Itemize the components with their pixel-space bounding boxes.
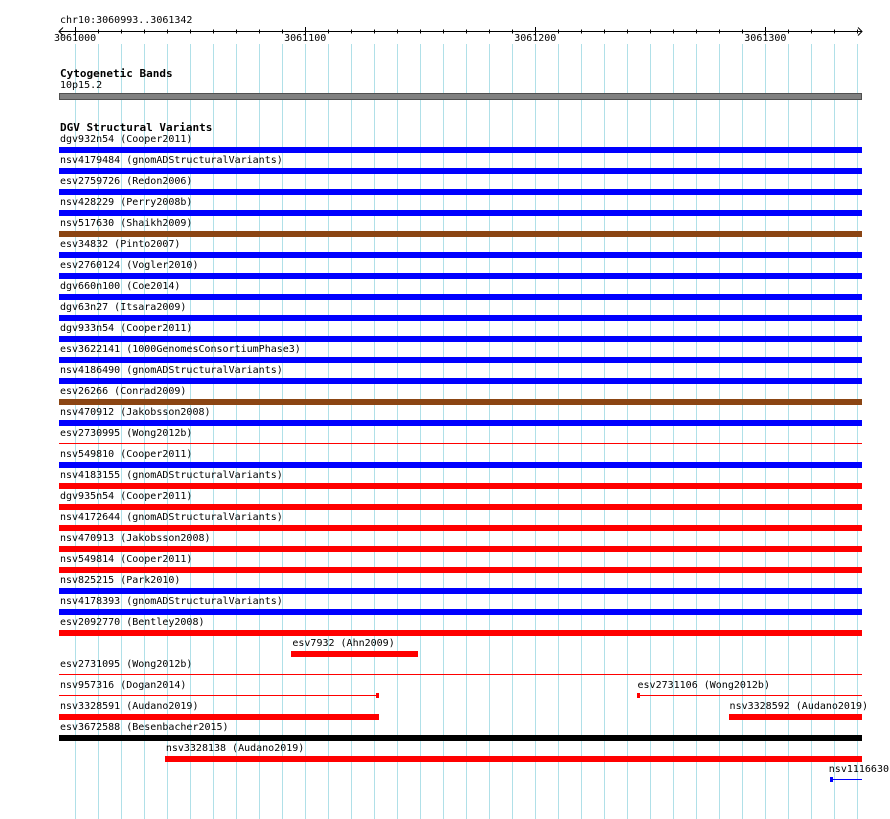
ruler-tick-label: 3061100 bbox=[284, 33, 327, 44]
variant-bar[interactable] bbox=[59, 609, 862, 615]
variant-bar[interactable] bbox=[59, 674, 862, 675]
variant-label[interactable]: esv2731095 (Wong2012b) bbox=[60, 659, 193, 670]
variant-bar[interactable] bbox=[59, 443, 862, 444]
variant-label[interactable]: nsv3328591 (Audano2019) bbox=[60, 701, 199, 712]
variant-label[interactable]: dgv935n54 (Cooper2011) bbox=[60, 491, 193, 502]
variant-bar[interactable] bbox=[59, 695, 379, 696]
variant-label[interactable]: nsv4178393 (gnomADStructuralVariants) bbox=[60, 596, 283, 607]
cytoband-bar[interactable] bbox=[59, 93, 862, 100]
variant-bar[interactable] bbox=[59, 252, 862, 258]
variant-label[interactable]: esv2731106 (Wong2012b) bbox=[637, 680, 770, 691]
variant-bar[interactable] bbox=[59, 588, 862, 594]
variant-label[interactable]: nsv3328138 (Audano2019) bbox=[165, 743, 305, 754]
variant-label[interactable]: esv3672588 (Besenbacher2015) bbox=[60, 722, 229, 733]
variant-label[interactable]: nsv549810 (Cooper2011) bbox=[60, 449, 193, 460]
variant-bar[interactable] bbox=[59, 357, 862, 363]
variant-label[interactable]: esv7932 (Ahn2009) bbox=[292, 638, 395, 649]
ruler-tick-label: 3061000 bbox=[54, 33, 97, 44]
variant-bar[interactable] bbox=[59, 210, 862, 216]
variant-bar[interactable] bbox=[59, 189, 862, 195]
variant-label[interactable]: nsv428229 (Perry2008b) bbox=[60, 197, 193, 208]
variant-bar-cap bbox=[637, 693, 640, 698]
variant-bar[interactable] bbox=[59, 294, 862, 300]
variant-bar[interactable] bbox=[59, 315, 862, 321]
variant-bar[interactable] bbox=[59, 399, 862, 405]
variant-label[interactable]: dgv63n27 (Itsara2009) bbox=[60, 302, 187, 313]
variant-label[interactable]: nsv4179484 (gnomADStructuralVariants) bbox=[60, 155, 283, 166]
variant-bar[interactable] bbox=[59, 735, 862, 741]
variant-label[interactable]: nsv957316 (Dogan2014) bbox=[60, 680, 187, 691]
variant-label[interactable]: esv2759726 (Redon2006) bbox=[60, 176, 193, 187]
variant-label[interactable]: nsv549814 (Cooper2011) bbox=[60, 554, 193, 565]
variant-label[interactable]: nsv825215 (Park2010) bbox=[60, 575, 181, 586]
variant-label[interactable]: dgv932n54 (Cooper2011) bbox=[60, 134, 193, 145]
variant-label[interactable]: nsv3328592 (Audano2019) bbox=[729, 701, 869, 712]
dgv-track-title: DGV Structural Variants bbox=[60, 121, 213, 134]
variant-bar[interactable] bbox=[830, 779, 862, 780]
variant-bar[interactable] bbox=[59, 231, 862, 237]
variant-label[interactable]: esv3622141 (1000GenomesConsortiumPhase3) bbox=[60, 344, 301, 355]
variant-bar[interactable] bbox=[59, 462, 862, 468]
variant-label[interactable]: dgv660n100 (Coe2014) bbox=[60, 281, 181, 292]
ruler-tick-label: 3061300 bbox=[744, 33, 787, 44]
variant-bar[interactable] bbox=[291, 651, 418, 657]
variant-label[interactable]: nsv470912 (Jakobsson2008) bbox=[60, 407, 211, 418]
variant-bar[interactable] bbox=[59, 483, 862, 489]
ruler-location: chr10:3060993..3061342 bbox=[60, 15, 193, 26]
variant-label[interactable]: nsv470913 (Jakobsson2008) bbox=[60, 533, 211, 544]
variant-label[interactable]: esv2730995 (Wong2012b) bbox=[60, 428, 193, 439]
variant-bar[interactable] bbox=[59, 420, 862, 426]
variant-bar[interactable] bbox=[59, 273, 862, 279]
cytoband-label[interactable]: 10p15.2 bbox=[60, 80, 103, 91]
variant-label[interactable]: esv2760124 (Vogler2010) bbox=[60, 260, 199, 271]
variant-bar[interactable] bbox=[59, 714, 379, 720]
ruler-tick-label: 3061200 bbox=[514, 33, 557, 44]
variant-bar[interactable] bbox=[59, 336, 862, 342]
variant-label[interactable]: dgv933n54 (Cooper2011) bbox=[60, 323, 193, 334]
variant-bar-cap bbox=[830, 777, 833, 782]
variant-label[interactable]: esv2092770 (Bentley2008) bbox=[60, 617, 205, 628]
variant-bar[interactable] bbox=[729, 714, 862, 720]
cytoband-track-title: Cytogenetic Bands bbox=[60, 67, 173, 80]
variant-label[interactable]: nsv1116630 bbox=[828, 764, 889, 775]
variant-bar[interactable] bbox=[59, 168, 862, 174]
variant-bar[interactable] bbox=[59, 630, 862, 636]
variant-label[interactable]: esv26266 (Conrad2009) bbox=[60, 386, 187, 397]
variant-bar[interactable] bbox=[59, 546, 862, 552]
variant-label[interactable]: nsv517630 (Shaikh2009) bbox=[60, 218, 193, 229]
variant-bar[interactable] bbox=[59, 147, 862, 153]
variant-label[interactable]: esv34832 (Pinto2007) bbox=[60, 239, 181, 250]
variant-bar-cap bbox=[376, 693, 379, 698]
variant-bar[interactable] bbox=[59, 525, 862, 531]
variant-bar[interactable] bbox=[165, 756, 862, 762]
variant-label[interactable]: nsv4172644 (gnomADStructuralVariants) bbox=[60, 512, 283, 523]
variant-bar[interactable] bbox=[59, 567, 862, 573]
variant-label[interactable]: nsv4186490 (gnomADStructuralVariants) bbox=[60, 365, 283, 376]
variant-label[interactable]: nsv4183155 (gnomADStructuralVariants) bbox=[60, 470, 283, 481]
variant-bar[interactable] bbox=[637, 695, 862, 696]
variant-bar[interactable] bbox=[59, 378, 862, 384]
variant-bar[interactable] bbox=[59, 504, 862, 510]
